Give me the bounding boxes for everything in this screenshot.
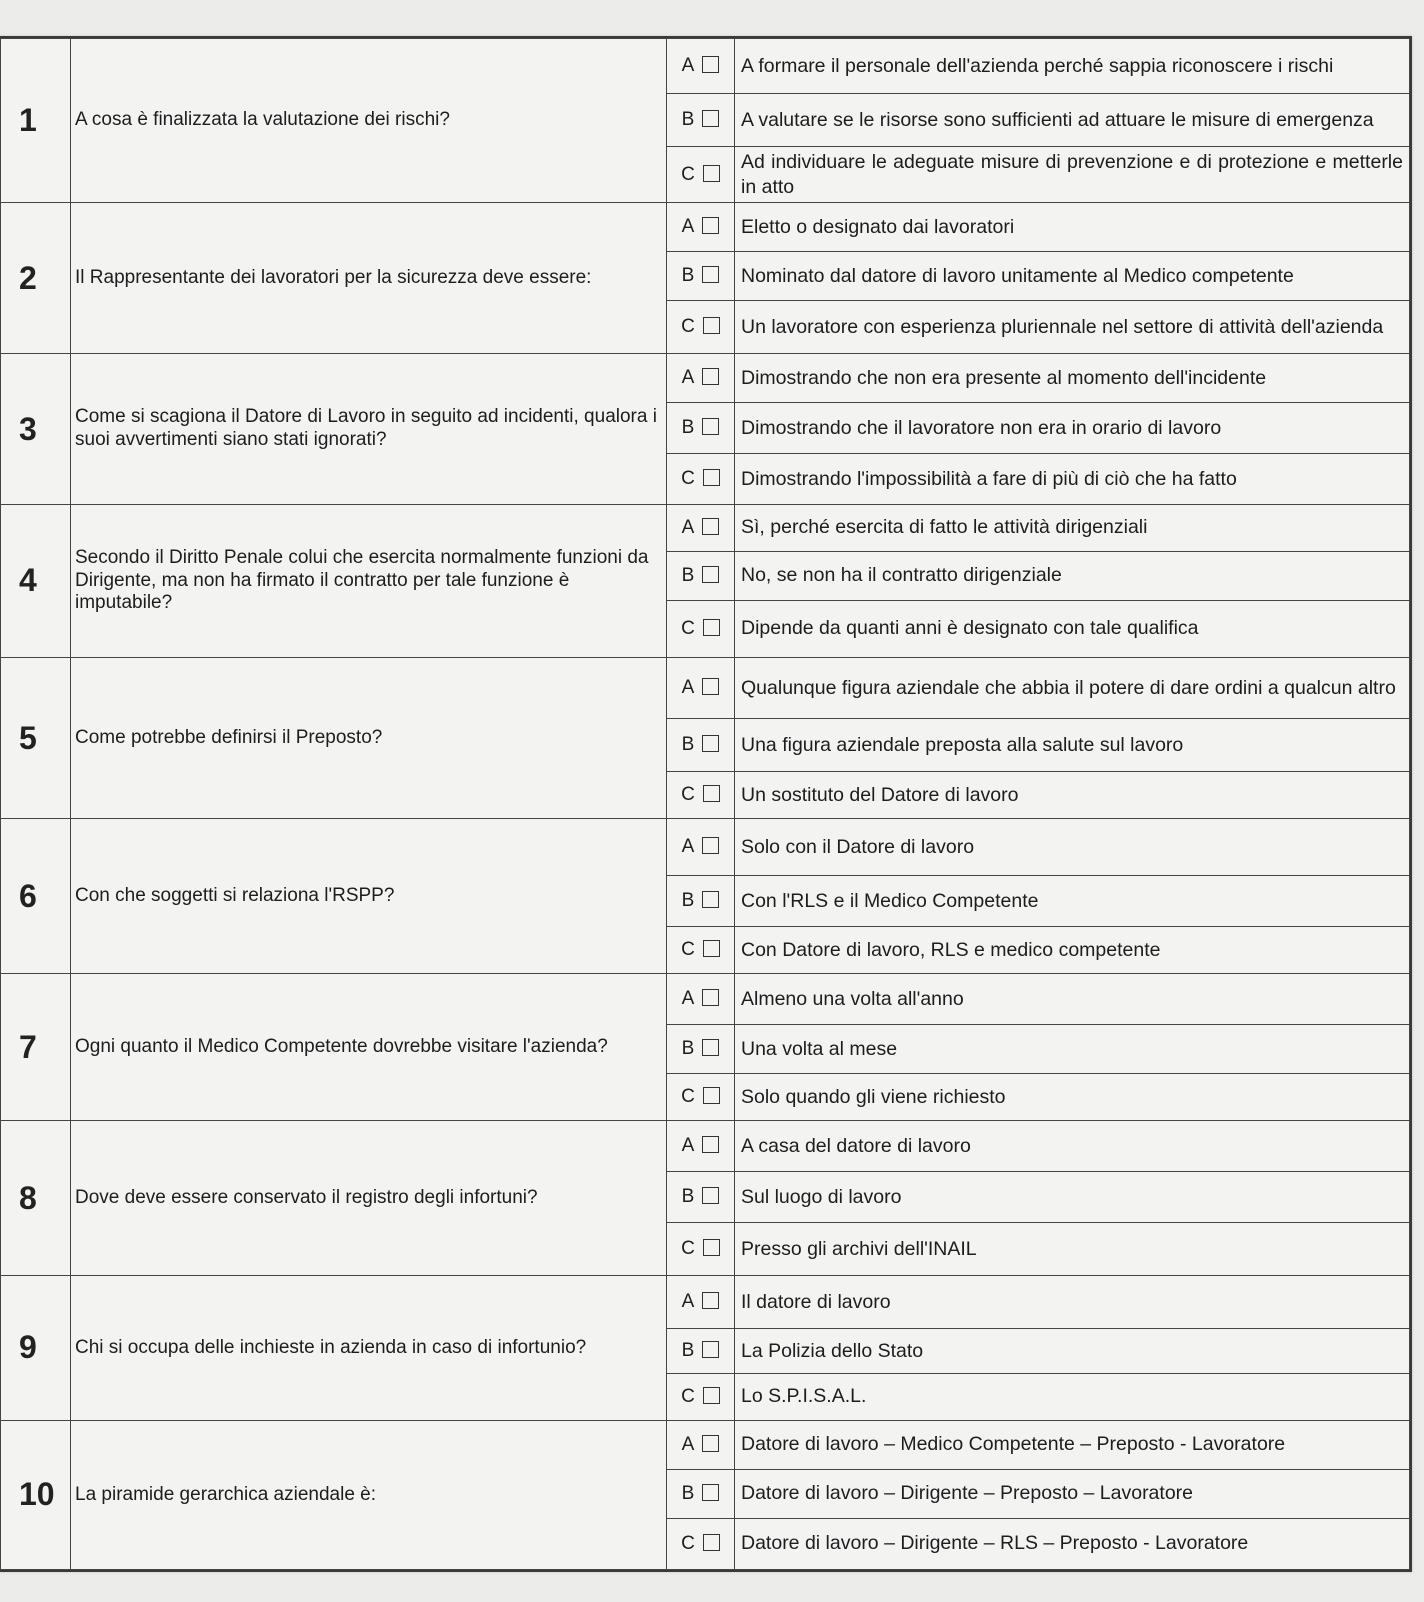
- option-text: A casa del datore di lavoro: [735, 1121, 1410, 1172]
- question-5-option-row: [1, 657, 1410, 718]
- question-text: Il Rappresentante dei lavoratori per la sicurezza deve essere:: [71, 203, 667, 354]
- option-letter-cell: [667, 1172, 735, 1223]
- option-letter-cell: [667, 927, 735, 974]
- option-letter-cell: [667, 354, 735, 403]
- question-text: Chi si occupa delle inchieste in azienda in caso di infortunio?: [71, 1276, 667, 1421]
- question-number: 3: [1, 354, 71, 505]
- option-text: Sì, perché esercita di fatto le attività dirigenziali: [735, 505, 1410, 552]
- option-letter: A: [681, 988, 695, 1010]
- option-letter-cell: [667, 39, 735, 94]
- question-10-option-row: [1, 1420, 1410, 1469]
- option-letter: B: [681, 1038, 695, 1060]
- option-checkbox[interactable]: [702, 1187, 719, 1204]
- question-2-option-row: [1, 203, 1410, 252]
- option-checkbox[interactable]: [703, 469, 720, 486]
- option-letter: A: [681, 516, 695, 538]
- option-text: Almeno una volta all'anno: [735, 974, 1410, 1025]
- question-text: A cosa è finalizzata la valutazione dei rischi?: [71, 39, 667, 203]
- option-letter-cell: [667, 551, 735, 600]
- option-letter: C: [681, 1532, 695, 1554]
- quiz-table: [0, 38, 1410, 1570]
- option-letter-cell: [667, 252, 735, 301]
- option-letter: C: [681, 468, 695, 489]
- option-checkbox[interactable]: [702, 1435, 719, 1452]
- option-letter-cell: [667, 1329, 735, 1374]
- option-letter: B: [681, 564, 695, 586]
- option-checkbox[interactable]: [702, 518, 719, 535]
- option-letter: B: [681, 1186, 695, 1208]
- option-text: Ad individuare le adeguate misure di prevenzione e di protezione e metterle in atto: [735, 147, 1410, 203]
- option-letter-cell: [667, 454, 735, 505]
- question-8-option-row: [1, 1121, 1410, 1172]
- option-text: Con Datore di lavoro, RLS e medico competente: [735, 927, 1410, 974]
- option-letter: B: [681, 734, 695, 756]
- question-number: 1: [1, 39, 71, 203]
- option-letter-cell: [667, 974, 735, 1025]
- option-letter-cell: [667, 403, 735, 454]
- question-text: Con che soggetti si relaziona l'RSPP?: [71, 819, 667, 974]
- question-4-option-row: [1, 505, 1410, 552]
- option-letter-cell: [667, 203, 735, 252]
- option-text: Dimostrando che il lavoratore non era in orario di lavoro: [735, 403, 1410, 454]
- option-text: Un sostituto del Datore di lavoro: [735, 772, 1410, 819]
- question-number: 4: [1, 505, 71, 658]
- option-letter: A: [681, 1433, 695, 1455]
- option-letter-cell: [667, 1025, 735, 1074]
- option-text: Nominato dal datore di lavoro unitamente al Medico competente: [735, 252, 1410, 301]
- question-7-option-row: [1, 974, 1410, 1025]
- option-checkbox[interactable]: [703, 619, 720, 636]
- question-text: La piramide gerarchica aziendale è:: [71, 1420, 667, 1569]
- option-letter-cell: [667, 505, 735, 552]
- question-text: Ogni quanto il Medico Competente dovrebbe visitare l'azienda?: [71, 974, 667, 1121]
- option-text: A formare il personale dell'azienda perché sappia riconoscere i rischi: [735, 39, 1410, 94]
- option-letter-cell: [667, 94, 735, 147]
- question-number: 10: [1, 1420, 71, 1569]
- option-letter: A: [681, 836, 695, 858]
- option-letter: A: [681, 677, 695, 699]
- option-letter: C: [681, 784, 695, 806]
- question-text: Come potrebbe definirsi il Preposto?: [71, 657, 667, 818]
- option-text: Sul luogo di lavoro: [735, 1172, 1410, 1223]
- option-checkbox[interactable]: [703, 785, 720, 802]
- option-text: Solo quando gli viene richiesto: [735, 1074, 1410, 1121]
- option-letter: C: [681, 1385, 695, 1407]
- option-letter: A: [681, 216, 695, 238]
- question-6-option-row: [1, 819, 1410, 876]
- option-letter: C: [681, 316, 695, 338]
- option-text: Lo S.P.I.S.A.L.: [735, 1373, 1410, 1420]
- option-checkbox[interactable]: [702, 735, 719, 752]
- option-checkbox[interactable]: [702, 1341, 719, 1358]
- question-number: 9: [1, 1276, 71, 1421]
- option-checkbox[interactable]: [703, 165, 720, 182]
- option-text: Dipende da quanti anni è designato con tale qualifica: [735, 600, 1410, 657]
- option-letter: A: [681, 367, 695, 389]
- option-checkbox[interactable]: [702, 891, 719, 908]
- option-checkbox[interactable]: [702, 566, 719, 583]
- option-letter-cell: [667, 147, 735, 203]
- option-letter-cell: [667, 876, 735, 927]
- option-checkbox[interactable]: [703, 1087, 720, 1104]
- option-text: Con l'RLS e il Medico Competente: [735, 876, 1410, 927]
- quiz-table-body: [1, 39, 1410, 1570]
- option-checkbox[interactable]: [703, 1239, 720, 1256]
- option-text: Dimostrando l'impossibilità a fare di più di ciò che ha fatto: [735, 454, 1410, 505]
- option-letter-cell: [667, 1518, 735, 1569]
- option-letter-cell: [667, 301, 735, 354]
- option-checkbox[interactable]: [703, 940, 720, 957]
- option-letter: B: [681, 417, 695, 438]
- option-checkbox[interactable]: [702, 1484, 719, 1501]
- option-text: Datore di lavoro – Medico Competente – Preposto - Lavoratore: [735, 1420, 1410, 1469]
- option-letter-cell: [667, 772, 735, 819]
- option-letter-cell: [667, 1420, 735, 1469]
- option-text: Eletto o designato dai lavoratori: [735, 203, 1410, 252]
- option-checkbox[interactable]: [702, 217, 719, 234]
- question-number: 8: [1, 1121, 71, 1276]
- question-number: 5: [1, 657, 71, 818]
- option-letter: A: [681, 55, 695, 77]
- option-letter-cell: [667, 1373, 735, 1420]
- option-text: Una figura aziendale preposta alla salute sul lavoro: [735, 719, 1410, 772]
- option-letter-cell: [667, 1469, 735, 1518]
- option-letter: A: [681, 1291, 695, 1313]
- option-checkbox[interactable]: [703, 317, 720, 334]
- option-text: Datore di lavoro – Dirigente – RLS – Preposto - Lavoratore: [735, 1518, 1410, 1569]
- option-checkbox[interactable]: [702, 1136, 719, 1153]
- question-3-option-row: [1, 354, 1410, 403]
- option-letter-cell: [667, 1121, 735, 1172]
- option-letter-cell: [667, 1223, 735, 1276]
- option-text: Dimostrando che non era presente al momento dell'incidente: [735, 354, 1410, 403]
- option-letter: C: [681, 617, 695, 639]
- option-letter-cell: [667, 600, 735, 657]
- option-checkbox[interactable]: [702, 418, 719, 435]
- question-text: Secondo il Diritto Penale colui che esercita normalmente funzioni da Dirigente, ma non ha firmato il contratto per tale funzione è imputabile?: [71, 505, 667, 658]
- option-checkbox[interactable]: [702, 678, 719, 695]
- option-checkbox[interactable]: [702, 368, 719, 385]
- option-text: Presso gli archivi dell'INAIL: [735, 1223, 1410, 1276]
- option-text: La Polizia dello Stato: [735, 1329, 1410, 1374]
- option-text: Il datore di lavoro: [735, 1276, 1410, 1329]
- option-letter: C: [681, 1086, 695, 1108]
- question-text: Come si scagiona il Datore di Lavoro in seguito ad incidenti, qualora i suoi avvertimenti siano stati ignorati?: [71, 354, 667, 505]
- option-letter: C: [681, 1238, 695, 1260]
- option-letter: B: [681, 265, 695, 287]
- option-checkbox[interactable]: [702, 989, 719, 1006]
- option-letter: B: [681, 109, 695, 131]
- option-text: A valutare se le risorse sono sufficienti ad attuare le misure di emergenza: [735, 94, 1410, 147]
- option-checkbox[interactable]: [702, 1292, 719, 1309]
- option-letter-cell: [667, 657, 735, 718]
- option-letter: B: [681, 1340, 695, 1362]
- option-letter: C: [681, 163, 695, 185]
- option-letter: A: [681, 1135, 695, 1157]
- option-checkbox[interactable]: [702, 266, 719, 283]
- option-text: Un lavoratore con esperienza pluriennale nel settore di attività dell'azienda: [735, 301, 1410, 354]
- option-checkbox[interactable]: [703, 1387, 720, 1404]
- question-text: Dove deve essere conservato il registro degli infortuni?: [71, 1121, 667, 1276]
- option-text: Datore di lavoro – Dirigente – Preposto – Lavoratore: [735, 1469, 1410, 1518]
- option-letter-cell: [667, 719, 735, 772]
- option-checkbox[interactable]: [702, 1039, 719, 1056]
- question-number: 6: [1, 819, 71, 974]
- question-number: 7: [1, 974, 71, 1121]
- option-checkbox[interactable]: [702, 56, 719, 73]
- option-letter-cell: [667, 1276, 735, 1329]
- question-1-option-row: [1, 39, 1410, 94]
- option-checkbox[interactable]: [702, 110, 719, 127]
- option-letter: B: [681, 1482, 695, 1504]
- option-text: Qualunque figura aziendale che abbia il potere di dare ordini a qualcun altro: [735, 657, 1410, 718]
- option-letter-cell: [667, 819, 735, 876]
- option-text: Solo con il Datore di lavoro: [735, 819, 1410, 876]
- option-checkbox[interactable]: [702, 837, 719, 854]
- question-9-option-row: [1, 1276, 1410, 1329]
- option-letter-cell: [667, 1074, 735, 1121]
- option-letter: C: [681, 939, 695, 961]
- option-text: No, se non ha il contratto dirigenziale: [735, 551, 1410, 600]
- option-letter: B: [681, 890, 695, 912]
- option-checkbox[interactable]: [703, 1534, 720, 1551]
- quiz-sheet: [0, 36, 1412, 1572]
- option-text: Una volta al mese: [735, 1025, 1410, 1074]
- question-number: 2: [1, 203, 71, 354]
